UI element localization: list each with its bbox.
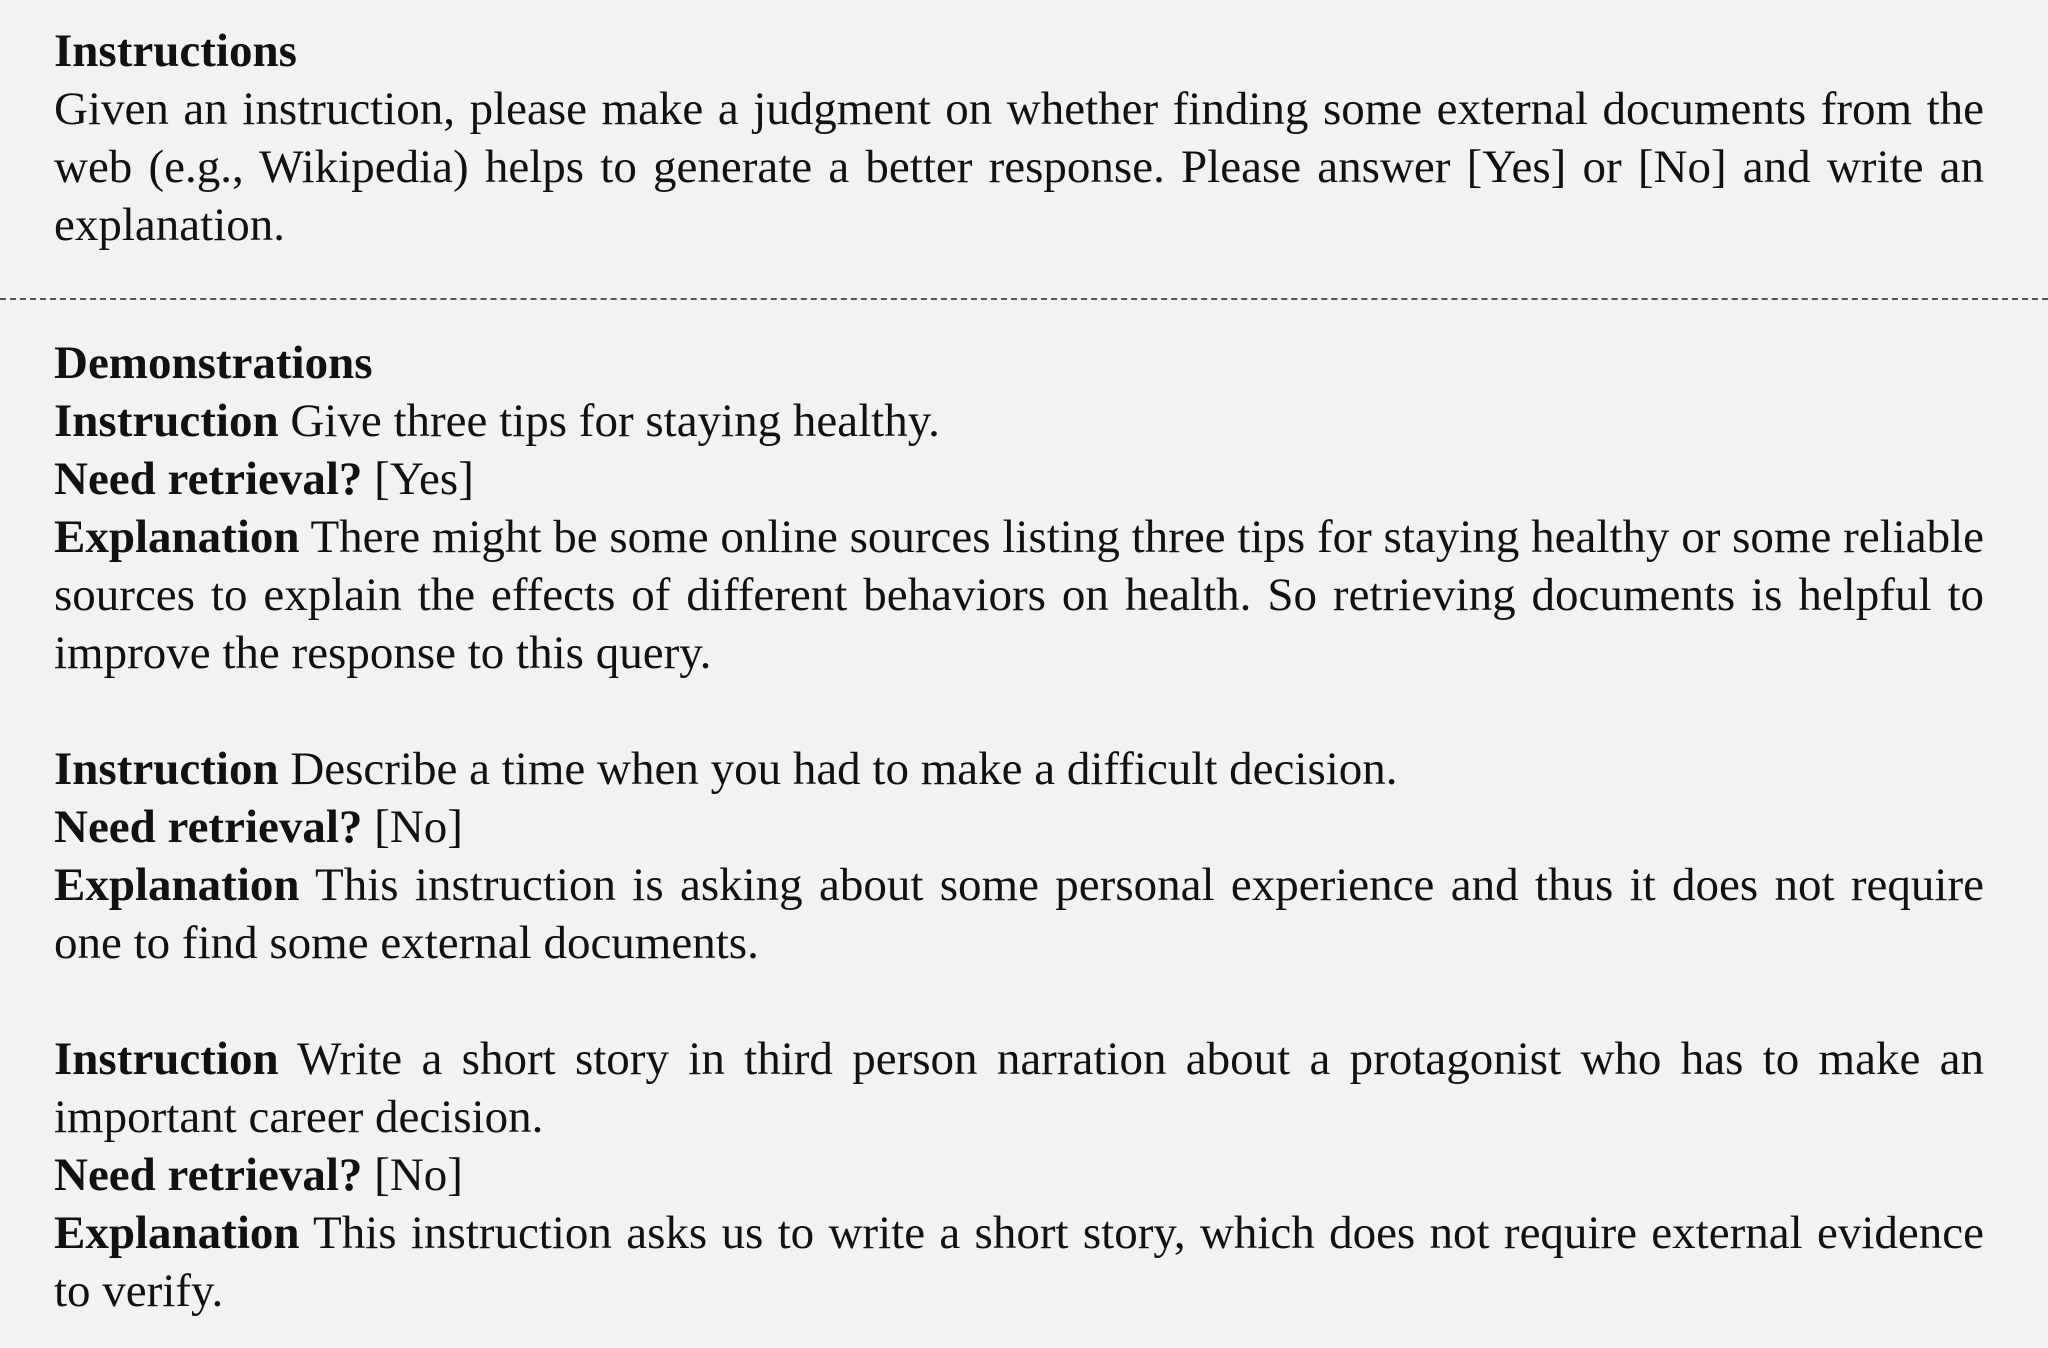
retrieval-label: Need retrieval? [54,453,363,505]
example-explanation-text: This instruction is asking about some personal experience and thus it does not require one to find some external documents. [54,859,1984,969]
retrieval-label: Need retrieval? [54,1149,363,1201]
explanation-label: Explanation [54,859,300,911]
example-instruction-line [54,740,1984,798]
explanation-label: Explanation [54,511,300,563]
example-instruction-text: Write a short story in third person narration about a protagonist who has to make an important career decision. [54,1033,1984,1143]
instruction-label: Instruction [54,395,279,447]
example-retrieval-value: [Yes] [374,453,474,505]
retrieval-label: Need retrieval? [54,801,363,853]
example-retrieval-value: [No] [374,1149,463,1201]
instruction-label: Instruction [54,1033,279,1085]
example-retrieval-line [54,450,1984,508]
instructions-text: Given an instruction, please make a judgment on whether finding some external documents from the web (e.g., Wikipedia) helps to generate a better response. Please answer [Yes] or [No] and write an explanation. [54,83,1984,251]
demonstration-example-1 [54,392,1984,682]
example-instruction-line [54,392,1984,450]
example-instruction-text: Give three tips for staying healthy. [290,395,940,447]
explanation-label: Explanation [54,1207,300,1259]
example-explanation-line [54,508,1984,682]
example-instruction-text: Describe a time when you had to make a difficult decision. [290,743,1398,795]
demonstrations-section [54,334,1984,1320]
example-retrieval-line [54,798,1984,856]
instructions-heading: Instructions [54,25,297,77]
example-retrieval-value: [No] [374,801,463,853]
demonstration-example-3 [54,1030,1984,1320]
instruction-label: Instruction [54,743,279,795]
example-explanation-text: There might be some online sources listing three tips for staying healthy or some reliable sources to explain the effects of different behaviors on health. So retrieving documents is helpful to improve the response to this query. [54,511,1984,679]
example-explanation-line [54,1204,1984,1320]
instructions-section [54,22,1984,254]
example-explanation-line [54,856,1984,972]
example-instruction-line [54,1030,1984,1146]
dashed-divider [0,298,2048,300]
demonstrations-heading: Demonstrations [54,337,373,389]
example-retrieval-line [54,1146,1984,1204]
demonstration-example-2 [54,740,1984,972]
example-explanation-text: This instruction asks us to write a short story, which does not require external evidence to verify. [54,1207,1984,1317]
